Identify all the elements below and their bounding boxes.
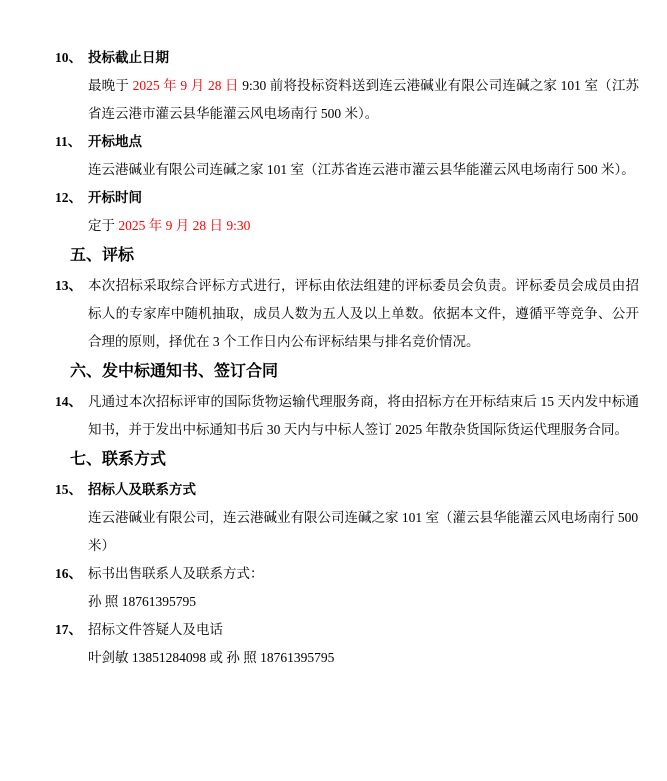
body-text: 定于 [88,218,119,233]
opening-time-red: 2025 年 9 月 28 日 9:30 [118,218,251,233]
item-number: 16、 [55,566,82,581]
item-body-qa-contact: 叶剑敏 13851284098 或 孙 照 18761395795 [88,650,335,665]
item-number: 12、 [55,190,82,205]
item-heading-document-sales-contact: 标书出售联系人及联系方式： [88,566,264,581]
list-item-15 [55,476,639,560]
item-body-award-notice: 凡通过本次招标评审的国际货物运输代理服务商，将由招标方在开标结束后 15 天内发中标通知书，并于发出中标通知书后 30 天内与中标人签订 2025 年散杂货国际货运代理服务合同。 [88,394,639,437]
item-heading-bid-deadline: 投标截止日期 [88,50,169,65]
item-number: 17、 [55,622,82,637]
item-number: 14、 [55,394,82,409]
list-item-16 [55,560,639,616]
list-item-10 [55,44,639,128]
item-number: 15、 [55,482,82,497]
item-number: 11、 [55,134,82,149]
list-item-17 [55,616,639,672]
list-item-12 [55,184,639,240]
item-heading-opening-time: 开标时间 [88,190,142,205]
item-body-bid-deadline [88,72,639,128]
section-heading-evaluation: 五、评标 [70,247,135,264]
list-item-14 [55,388,639,444]
item-body-tenderer-contact: 连云港碱业有限公司，连云港碱业有限公司连碱之家 101 室（灌云县华能灌云风电场南行 500 米） [88,510,639,553]
item-heading-tenderer-contact: 招标人及联系方式 [88,482,196,497]
list-item-11 [55,128,639,184]
item-number: 10、 [55,50,82,65]
section-heading-award-notice: 六、发中标通知书、签订合同 [70,363,279,380]
item-body-opening-time [88,212,639,240]
item-body-opening-location: 连云港碱业有限公司连碱之家 101 室（江苏省连云港市灌云县华能灌云风电场南行 500 米）。 [88,162,635,177]
item-body-evaluation-method: 本次招标采取综合评标方式进行，评标由依法组建的评标委员会负责。评标委员会成员由招标人的专家库中随机抽取，成员人数为五人及以上单数。依据本文件，遵循平等竞争、公开合理的原则，择优在 3 个工作日内公布评标结果与排名竞价情况。 [88,278,639,349]
body-text: 最晚于 [88,78,133,93]
section-heading-contact: 七、联系方式 [70,451,167,468]
list-item-13 [55,272,639,356]
deadline-date-red: 2025 年 9 月 28 日 [132,78,239,93]
item-heading-qa-contact: 招标文件答疑人及电话 [88,622,223,637]
item-heading-opening-location: 开标地点 [88,134,142,149]
body-text: 9:30 前将投标资料送到连云港碱业有限公司连碱之家 101 室（江苏省连云港市灌云县华能灌云风电场南行 500 米）。 [88,78,640,121]
item-number: 13、 [55,278,82,293]
item-body-document-sales-contact: 孙 照 18761395795 [88,594,196,609]
